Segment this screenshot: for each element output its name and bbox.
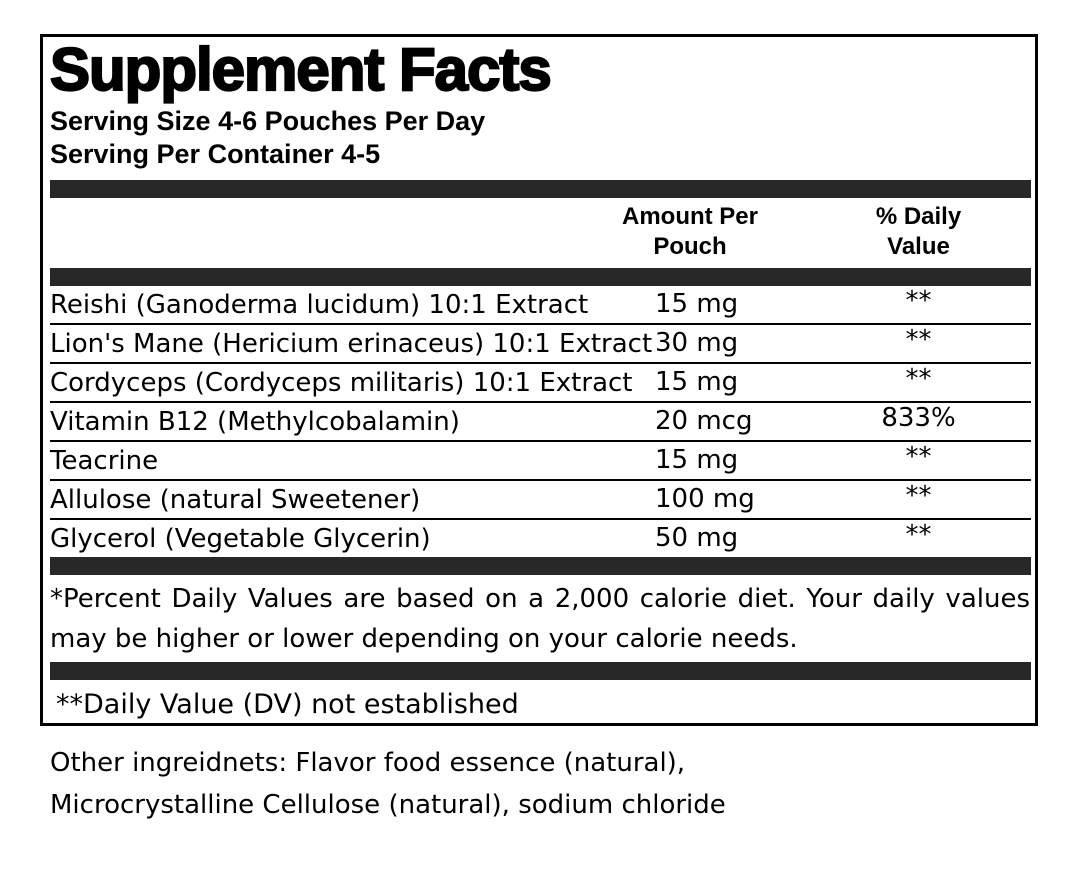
table-row xyxy=(50,440,1031,479)
other-ingredients-line2: Microcrystalline Cellulose (natural), sodium chloride xyxy=(50,790,726,820)
table-row xyxy=(50,362,1031,401)
table-row xyxy=(50,401,1031,440)
thick-divider-bar xyxy=(50,180,1031,198)
table-row xyxy=(50,479,1031,518)
dv-header-line1: % Daily xyxy=(875,203,962,230)
panel-title: Supplement Facts xyxy=(50,36,551,103)
amount-header-line1: Amount Per xyxy=(621,203,758,230)
amount-per-pouch-header xyxy=(590,202,790,262)
ingredient-amount: 50 mg xyxy=(655,523,739,553)
ingredient-daily-value: ** xyxy=(905,364,932,394)
serving-size-line: Serving Size 4-6 Pouches Per Day xyxy=(50,106,486,136)
percent-daily-value-footnote: *Percent Daily Values are based on a 2,000 calorie diet. Your daily values may be higher or lower depending on your calorie needs. xyxy=(50,584,1030,654)
other-ingredients-line1: Other ingreidnets: Flavor food essence (natural), xyxy=(50,748,686,778)
ingredient-name: Allulose (natural Sweetener) xyxy=(50,485,421,515)
ingredient-name: Reishi (Ganoderma lucidum) 10:1 Extract xyxy=(50,290,589,320)
servings-per-container-line: Serving Per Container 4-5 xyxy=(50,139,381,169)
ingredient-amount: 15 mg xyxy=(655,367,739,397)
ingredient-daily-value: ** xyxy=(905,520,932,550)
ingredient-daily-value: ** xyxy=(905,286,932,316)
amount-header-line2: Pouch xyxy=(653,233,727,260)
ingredient-name: Cordyceps (Cordyceps militaris) 10:1 Extract xyxy=(50,368,633,398)
header-spacer xyxy=(50,202,590,262)
page xyxy=(0,34,1080,889)
dv-not-established-note: **Daily Value (DV) not established xyxy=(56,689,519,720)
ingredient-name: Glycerol (Vegetable Glycerin) xyxy=(50,524,431,554)
ingredient-table xyxy=(50,286,1031,557)
thick-divider-bar xyxy=(50,557,1031,575)
ingredient-name: Teacrine xyxy=(50,446,159,476)
ingredient-amount: 30 mg xyxy=(655,328,739,358)
percent-daily-value-header xyxy=(790,202,1031,262)
table-row xyxy=(50,323,1031,362)
ingredient-daily-value: ** xyxy=(905,481,932,511)
other-ingredients-text xyxy=(50,742,1080,826)
supplement-facts-panel xyxy=(40,34,1038,726)
ingredient-amount: 100 mg xyxy=(655,484,755,514)
ingredient-amount: 20 mcg xyxy=(655,406,753,436)
ingredient-amount: 15 mg xyxy=(655,445,739,475)
thick-divider-bar xyxy=(50,268,1031,286)
ingredient-daily-value: ** xyxy=(905,325,932,355)
ingredient-daily-value: ** xyxy=(905,442,932,472)
ingredient-amount: 15 mg xyxy=(655,289,739,319)
ingredient-name: Lion's Mane (Hericium erinaceus) 10:1 Extract xyxy=(50,329,653,359)
thick-divider-bar xyxy=(50,662,1031,680)
table-row xyxy=(50,286,1031,323)
table-row xyxy=(50,518,1031,557)
ingredient-daily-value: 833% xyxy=(881,403,956,433)
ingredient-name: Vitamin B12 (Methylcobalamin) xyxy=(50,407,460,437)
table-header-row xyxy=(50,198,1031,268)
dv-header-line2: Value xyxy=(887,233,950,260)
